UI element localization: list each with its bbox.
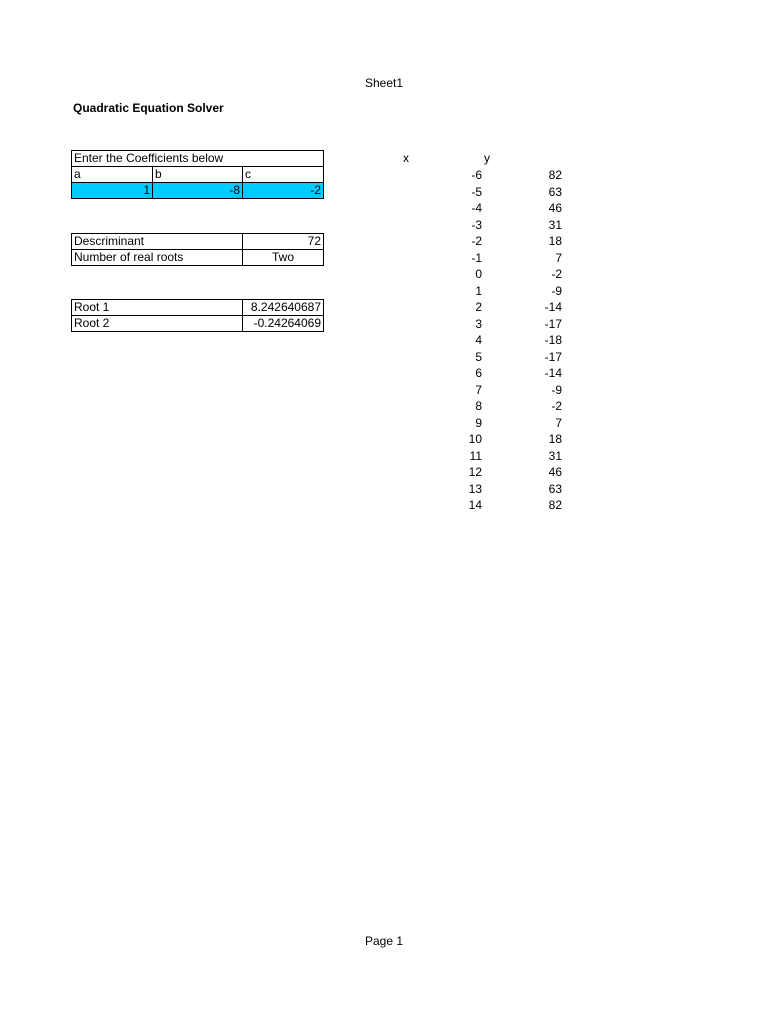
y-column-header: y — [484, 151, 490, 165]
xy-row — [0, 233, 768, 250]
x-value: 12 — [468, 465, 482, 479]
coefficient-c-label: c — [243, 167, 324, 183]
coefficient-a-input[interactable]: 1 — [72, 183, 153, 199]
xy-row — [0, 431, 768, 448]
x-value: 5 — [475, 349, 482, 364]
root1-value: 8.242640687 — [243, 300, 324, 316]
xy-row — [0, 332, 768, 349]
xy-row — [0, 497, 768, 514]
xy-row — [0, 250, 768, 267]
xy-row — [0, 283, 768, 300]
xy-row — [0, 184, 768, 201]
roots-count-value: Two — [243, 250, 324, 266]
x-value: 8 — [475, 399, 482, 413]
y-value: 7 — [555, 250, 562, 265]
root1-label: Root 1 — [72, 300, 243, 316]
xy-row — [0, 349, 768, 366]
x-value: 13 — [468, 481, 482, 496]
y-value: 46 — [548, 201, 562, 215]
xy-row — [0, 448, 768, 465]
page-title: Quadratic Equation Solver — [73, 101, 224, 115]
page-footer: Page 1 — [364, 934, 404, 948]
xy-row — [0, 415, 768, 432]
y-value: 31 — [548, 217, 562, 232]
x-value: -1 — [471, 250, 482, 265]
y-value: -2 — [551, 399, 562, 413]
x-value: 14 — [468, 498, 482, 512]
coefficient-b-label: b — [153, 167, 243, 183]
x-value: 0 — [475, 267, 482, 281]
x-value: 1 — [475, 283, 482, 298]
xy-row — [0, 266, 768, 283]
xy-row — [0, 398, 768, 415]
y-value: -17 — [544, 316, 562, 331]
y-value: 82 — [548, 168, 562, 182]
x-value: 7 — [475, 382, 482, 397]
xy-row — [0, 217, 768, 234]
x-value: 2 — [475, 300, 482, 314]
y-value: -9 — [551, 283, 562, 298]
coefficient-c-input[interactable]: -2 — [243, 183, 324, 199]
x-value: 11 — [469, 448, 482, 463]
xy-row — [0, 365, 768, 382]
y-value: 31 — [548, 448, 562, 463]
x-value: -4 — [471, 201, 482, 215]
y-value: 18 — [548, 234, 562, 248]
x-value: -6 — [471, 168, 482, 182]
xy-row — [0, 382, 768, 399]
y-value: 82 — [548, 498, 562, 512]
x-column-header: x — [403, 151, 409, 165]
x-value: 4 — [475, 333, 482, 347]
x-value: -2 — [471, 234, 482, 248]
x-value: 10 — [468, 432, 482, 446]
y-value: -14 — [544, 366, 562, 380]
xy-row — [0, 481, 768, 498]
coefficients-header: Enter the Coefficients below — [72, 151, 324, 167]
sheet-name: Sheet1 — [364, 76, 404, 90]
x-value: 6 — [475, 366, 482, 380]
discriminant-label: Descriminant — [72, 234, 243, 250]
y-value: -2 — [551, 267, 562, 281]
x-value: -5 — [471, 184, 482, 199]
x-value: 3 — [475, 316, 482, 331]
xy-row — [0, 167, 768, 184]
coefficients-header-row — [72, 151, 324, 167]
xy-row — [0, 200, 768, 217]
y-value: 18 — [548, 432, 562, 446]
coefficient-b-input[interactable]: -8 — [153, 183, 243, 199]
x-value: -3 — [471, 217, 482, 232]
y-value: -9 — [551, 382, 562, 397]
xy-row — [0, 316, 768, 333]
roots-count-label: Number of real roots — [72, 250, 243, 266]
xy-row — [0, 299, 768, 316]
y-value: -17 — [544, 349, 562, 364]
xy-row — [0, 464, 768, 481]
y-value: 63 — [548, 184, 562, 199]
root2-label: Root 2 — [72, 316, 243, 332]
y-value: 63 — [548, 481, 562, 496]
x-value: 9 — [475, 415, 482, 430]
discriminant-value: 72 — [243, 234, 324, 250]
y-value: 46 — [548, 465, 562, 479]
coefficient-a-label: a — [72, 167, 153, 183]
y-value: 7 — [555, 415, 562, 430]
y-value: -18 — [544, 333, 562, 347]
root2-value: -0.24264069 — [243, 316, 324, 332]
y-value: -14 — [544, 300, 562, 314]
